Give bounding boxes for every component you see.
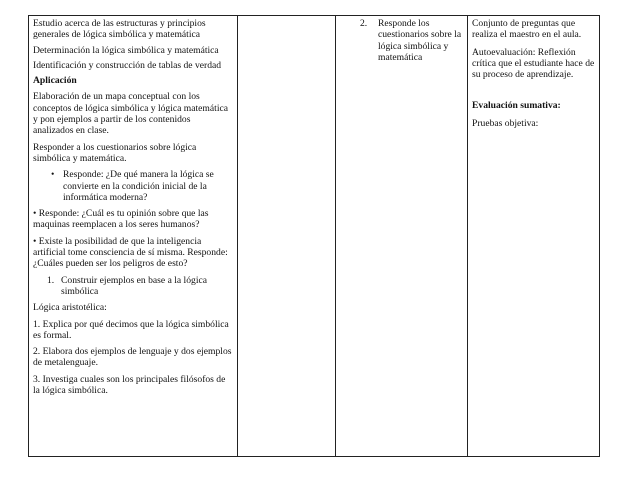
- cell-empty: [238, 16, 336, 457]
- list-item-text: Construir ejemplos en base a la lógica simbólica: [61, 274, 207, 297]
- list-item-text: Responde los cuestionarios sobre la lógica simbólica y matemática: [378, 18, 462, 63]
- concept-map-text: Elaboración de un mapa conceptual con los conceptos de lógica simbólica y lógica matemática y pon ejemplos a partir de los contenidos analizados en clase.: [33, 91, 228, 137]
- task-3: 3. Investiga cuales son los principales filósofos de la lógica simbólica.: [33, 373, 226, 397]
- cell-evidence: [336, 16, 468, 457]
- cell-evaluation: [468, 16, 600, 457]
- application-heading: Aplicación: [33, 75, 77, 87]
- list-item: [47, 274, 233, 298]
- task-1: 1. Explica por qué decimos que la lógica simbólica es formal.: [33, 318, 229, 341]
- list-number: 2.: [360, 18, 368, 29]
- numbered-list: [33, 275, 233, 298]
- spacer: [472, 86, 595, 100]
- opinion-question: • Responde: ¿Cuál es tu opinión sobre que las maquinas reemplacen a los seres humanos?: [33, 208, 209, 231]
- list-item: [360, 18, 463, 63]
- table-row: [29, 16, 600, 457]
- list-item: • Responde: ¿De qué manera la lógica se convierte en la condición inicial de la informática moderna?: [63, 169, 233, 203]
- numbered-list: [340, 18, 463, 63]
- ai-question: • Existe la posibilidad de que la inteligencia artificial tome consciencia de sí misma. Responde: ¿Cuáles pueden ser los peligros de esto?: [33, 235, 228, 270]
- objective-tests-text: Pruebas objetiva:: [472, 117, 539, 129]
- list-number: 1.: [47, 274, 55, 286]
- cell-activities: [29, 16, 238, 457]
- truth-tables-text: Identificación y construcción de tablas de verdad: [33, 59, 222, 71]
- bullet-list: [33, 169, 233, 203]
- questions-text: Conjunto de preguntas que realiza el maestro en el aula.: [472, 18, 582, 41]
- summative-heading: Evaluación sumativa:: [472, 100, 561, 112]
- intro-text: Estudio acerca de las estructuras y principios generales de lógica simbólica y matemática: [33, 18, 206, 41]
- determination-text: Determinación la lógica simbólica y matemática: [33, 44, 219, 56]
- self-assessment-text: Autoevaluación: Reflexión crítica que el estudiante hace de su proceso de aprendizaje.: [472, 46, 595, 81]
- content-table: [28, 15, 600, 457]
- questionnaire-text: Responder a los cuestionarios sobre lógica simbólica y matemática.: [33, 141, 197, 164]
- aristotelian-logic-label: Lógica aristotélica:: [33, 302, 107, 314]
- task-2: 2. Elabora dos ejemplos de lenguaje y dos ejemplos de metalenguaje.: [33, 346, 232, 369]
